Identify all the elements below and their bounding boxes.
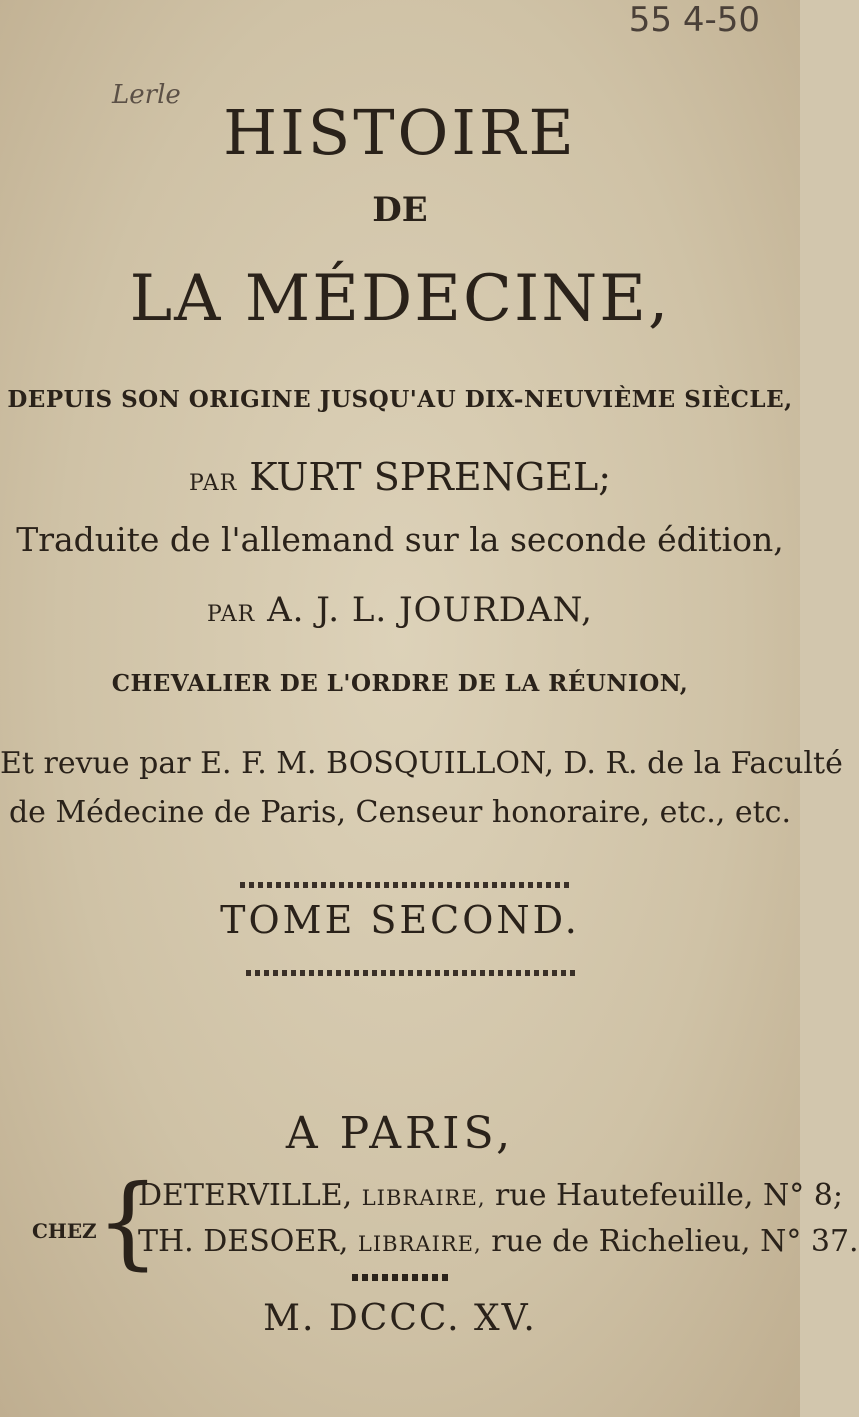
- title-line-2: DE: [372, 190, 428, 230]
- publisher-2-address: rue de Richelieu, N° 37.: [491, 1224, 859, 1259]
- revision-line-2: de Médecine de Paris, Censeur honoraire, etc., etc.: [8, 795, 792, 830]
- publisher-1: [138, 1178, 843, 1213]
- ornamental-rule-bottom: [246, 970, 576, 976]
- author-name: KURT SPRENGEL;: [249, 455, 612, 499]
- author-prefix: PAR: [188, 471, 238, 496]
- revision-line-1: Et revue par E. F. M. BOSQUILLON, D. R. de la Faculté: [0, 746, 843, 781]
- title-line-3: LA MÉDECINE,: [129, 262, 671, 336]
- subtitle: DEPUIS SON ORIGINE JUSQU'AU DIX-NEUVIÈME SIÈCLE,: [7, 386, 793, 413]
- translator-line: [0, 590, 800, 630]
- translation-note: Traduite de l'allemand sur la seconde édition,: [16, 520, 784, 559]
- shelfmark: 55 4-50: [628, 0, 760, 40]
- publishers-label: CHEZ: [32, 1219, 97, 1243]
- publisher-1-name: DETERVILLE,: [138, 1178, 353, 1213]
- translator-prefix: PAR: [207, 602, 256, 627]
- title-line-1: HISTOIRE: [223, 96, 577, 169]
- publisher-2: [138, 1224, 859, 1259]
- publisher-2-role: LIBRAIRE,: [357, 1232, 482, 1256]
- publisher-2-name: TH. DESOER,: [138, 1224, 349, 1259]
- brace-glyph: {: [96, 1163, 160, 1280]
- handwritten-annotation: Lerle: [112, 80, 181, 110]
- ornamental-rule-small: [352, 1274, 452, 1281]
- imprint-date: M. DCCC. XV.: [263, 1298, 537, 1339]
- translator-name: A. J. L. JOURDAN,: [267, 590, 593, 630]
- publisher-1-role: LIBRAIRE,: [361, 1186, 486, 1210]
- ornamental-rule-top: [240, 882, 570, 888]
- translator-title: CHEVALIER DE L'ORDRE DE LA RÉUNION,: [111, 670, 689, 697]
- author-line: [0, 455, 800, 499]
- imprint-place: A PARIS,: [285, 1108, 515, 1159]
- publisher-1-address: rue Hautefeuille, N° 8;: [495, 1178, 843, 1213]
- volume-label: TOME SECOND.: [220, 898, 580, 942]
